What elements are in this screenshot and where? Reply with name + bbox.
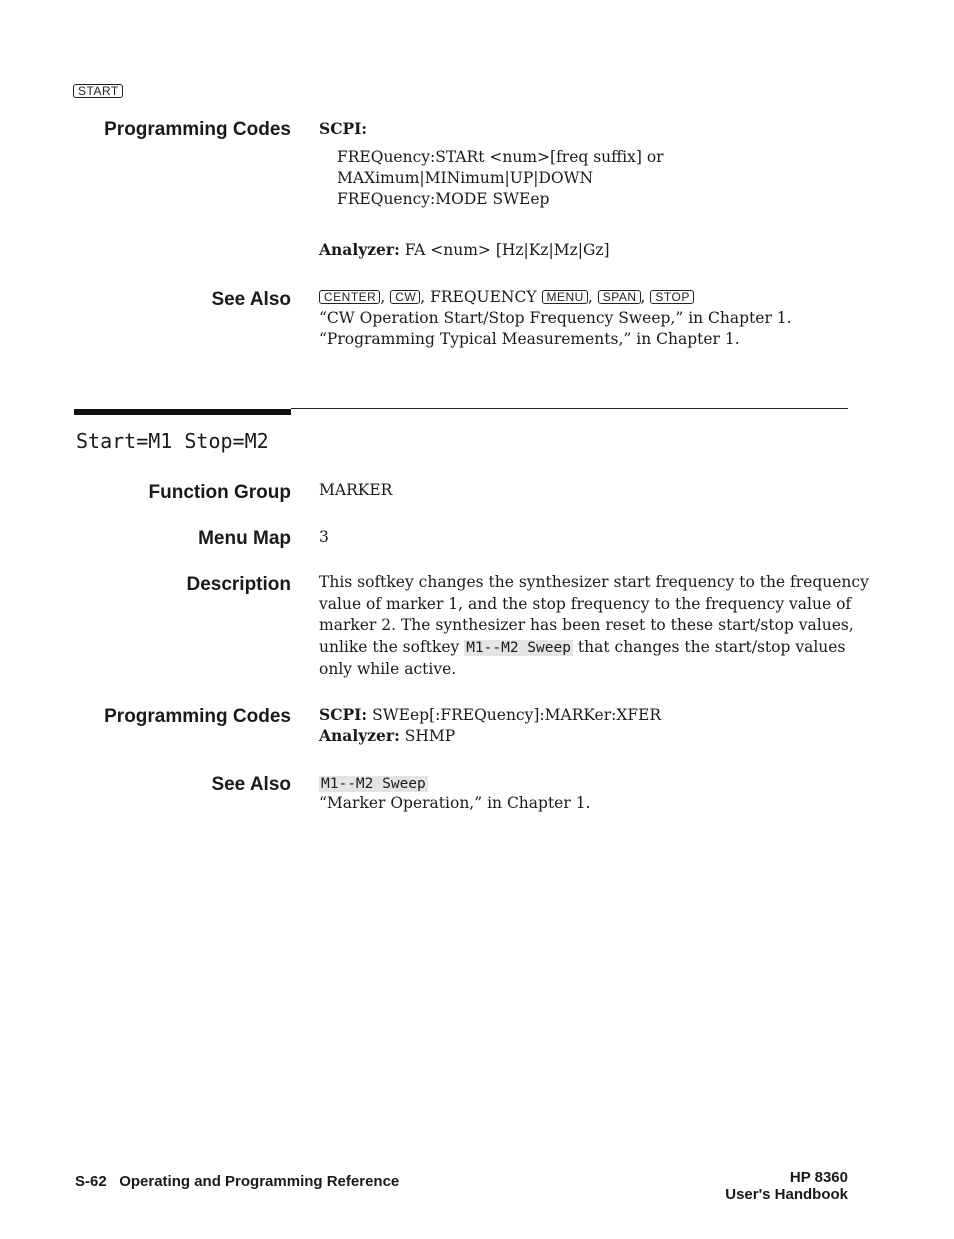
section-rule-thick [74,409,291,415]
see-also-softkey-line [319,773,428,795]
softkey-reference: M1--M2 Sweep [466,639,571,656]
description-text [319,572,869,681]
scpi-line: FREQuency:MODE SWEep [337,190,550,208]
scpi-line: MAXimum|MINimum|UP|DOWN [337,169,594,187]
description-line: marker 2. The synthesizer has been reset to these start/stop values, [319,616,854,634]
description-label: Description [186,574,291,595]
menu-map-value: 3 [319,528,329,546]
product-name: HP 8360 [789,1169,848,1186]
start-key-label: START [73,84,123,98]
menu-key: MENU [542,290,588,304]
handbook-name: User's Handbook [725,1186,848,1203]
menu-map-label: Menu Map [198,528,291,549]
analyzer-label: Analyzer: [319,726,400,745]
scpi-line: FREQuency:STARt <num>[freq suffix] or [337,148,664,166]
description-line: value of marker 1, and the stop frequency to the frequency value of [319,594,852,613]
see-also-reference: “Marker Operation,” in Chapter 1. [319,794,591,812]
see-also-references [319,308,792,350]
cw-key: CW [390,290,420,304]
see-also-label: See Also [211,774,291,795]
analyzer-line-2 [319,725,455,747]
scpi-label: SCPI: [319,119,368,138]
scpi-line-2 [319,704,661,726]
softkey-reference: M1--M2 Sweep [321,776,426,792]
analyzer-label: Analyzer: [319,240,400,259]
reference-line: “Programming Typical Measurements,” in Chapter 1. [319,330,740,348]
function-group-label: Function Group [148,482,291,503]
section-title: Start=M1 Stop=M2 [76,429,269,453]
scpi-commands [337,147,664,210]
footer-left [75,1173,399,1190]
analyzer-value: SHMP [404,727,456,745]
span-key: SPAN [598,290,641,304]
center-key: CENTER [319,290,380,304]
footer-section: Operating and Programming Reference [119,1173,400,1190]
description-line: unlike the softkey M1--M2 Sweep that changes the start/stop values [319,637,846,656]
page-number: S-62 [75,1173,107,1190]
scpi-value: SWEep[:FREQuency]:MARKer:XFER [372,706,662,724]
start-key [73,81,123,100]
programming-codes-label: Programming Codes [104,119,291,140]
description-line: This softkey changes the synthesizer start frequency to the frequency [319,573,869,591]
reference-line: “CW Operation Start/Stop Frequency Sweep,” in Chapter 1. [319,309,792,327]
programming-codes-label: Programming Codes [104,706,291,727]
function-group-value: MARKER [319,481,393,499]
description-line: only while active. [319,660,457,678]
analyzer-value: FA <num> [Hz|Kz|Mz|Gz] [404,241,610,259]
footer-right [725,1169,848,1203]
scpi-heading [319,118,367,140]
analyzer-line [319,239,610,261]
section-rule-thin [291,408,848,409]
scpi-label: SCPI: [319,705,368,724]
see-also-keys-line: CENTER , CW , FREQUENCY MENU , SPAN , STOP [319,287,694,308]
stop-key: STOP [650,290,693,304]
frequency-text: FREQUENCY [430,288,537,306]
see-also-label: See Also [211,289,291,310]
